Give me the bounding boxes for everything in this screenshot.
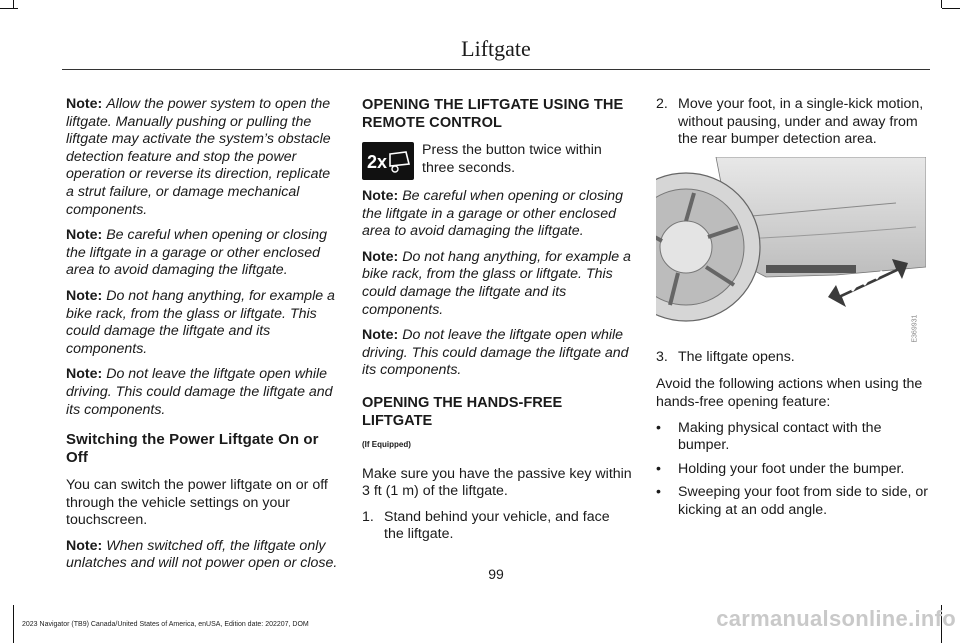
section-heading: OPENING THE LIFTGATE USING THE REMOTE CONTROL: [362, 97, 624, 131]
crop-mark: [0, 8, 18, 9]
body-text: Make sure you have the passive key within 3 ft (1 m) of the liftgate.: [362, 465, 632, 500]
note: Note: Be careful when opening or closing the liftgate in a garage or other enclosed area to avoid damaging the liftgate.: [362, 188, 624, 240]
kick-motion-illustration: [656, 157, 926, 343]
footer-text: 2023 Navigator (TB9) Canada/United States of America, enUSA, Edition date: 202207, DOM: [22, 621, 309, 628]
right-column: [656, 96, 928, 526]
section-heading: Switching the Power Liftgate On or Off: [66, 431, 319, 467]
crop-mark: [13, 605, 14, 643]
icon-2x-label: 2x: [367, 152, 388, 172]
remote-liftgate-2x-icon: [362, 142, 414, 180]
note: Note: Do not leave the liftgate open while driving. This could damage the liftgate and its components.: [66, 366, 333, 418]
crop-mark: [13, 0, 14, 8]
bullet-item: • Holding your foot under the bumper.: [656, 460, 905, 477]
image-code: E369931: [911, 314, 919, 343]
watermark: carmanualsonline.info: [716, 606, 956, 631]
page-number: 99: [488, 566, 504, 582]
note: Note: Allow the power system to open the liftgate. Manually pushing or pulling the liftgate may activate the system’s obstacle detection feature and stop the power operation or reverse its direction, replicate a strut failure, or damage mechanical components.: [66, 96, 331, 218]
note: Note: Do not hang anything, for example a bike rack, from the glass or liftgate. This could damage the liftgate and its components.: [362, 248, 631, 318]
remote-instruction: [362, 142, 632, 180]
equipped-tag: (If Equipped): [362, 439, 411, 449]
note: Note: Be careful when opening or closing the liftgate in a garage or other enclosed area to avoid damaging the liftgate.: [66, 227, 328, 279]
body-text: Avoid the following actions when using the hands-free opening feature:: [656, 376, 923, 410]
crop-mark: [941, 0, 942, 8]
section-heading: OPENING THE HANDS-FREE LIFTGATE: [362, 394, 563, 429]
note: Note: When switched off, the liftgate only unlatches and will not power open or close.: [66, 537, 338, 572]
header-rule: [62, 69, 930, 70]
page-title: Liftgate: [461, 36, 531, 61]
crop-mark: [942, 8, 960, 9]
icon-caption: Press the button twice within three seconds.: [422, 142, 602, 176]
left-column: [66, 96, 338, 581]
body-text: You can switch the power liftgate on or off through the vehicle settings on your touchscreen.: [66, 477, 328, 529]
bullet-item: • Sweeping your foot from side to side, or kicking at an odd angle.: [656, 484, 928, 518]
list-item: 3. The liftgate opens.: [656, 348, 795, 365]
middle-column: [362, 96, 632, 550]
list-item: 1. Stand behind your vehicle, and face the liftgate.: [362, 508, 610, 543]
note: Note: Do not leave the liftgate open while driving. This could damage the liftgate and its components.: [362, 327, 629, 379]
list-item: 2. Move your foot, in a single-kick motion, without pausing, under and away from the rear bumper detection area.: [656, 96, 924, 148]
note: Note: Do not hang anything, for example a bike rack, from the glass or liftgate. This could damage the liftgate and its components.: [66, 287, 335, 357]
bullet-item: • Making physical contact with the bumper.: [656, 419, 882, 454]
